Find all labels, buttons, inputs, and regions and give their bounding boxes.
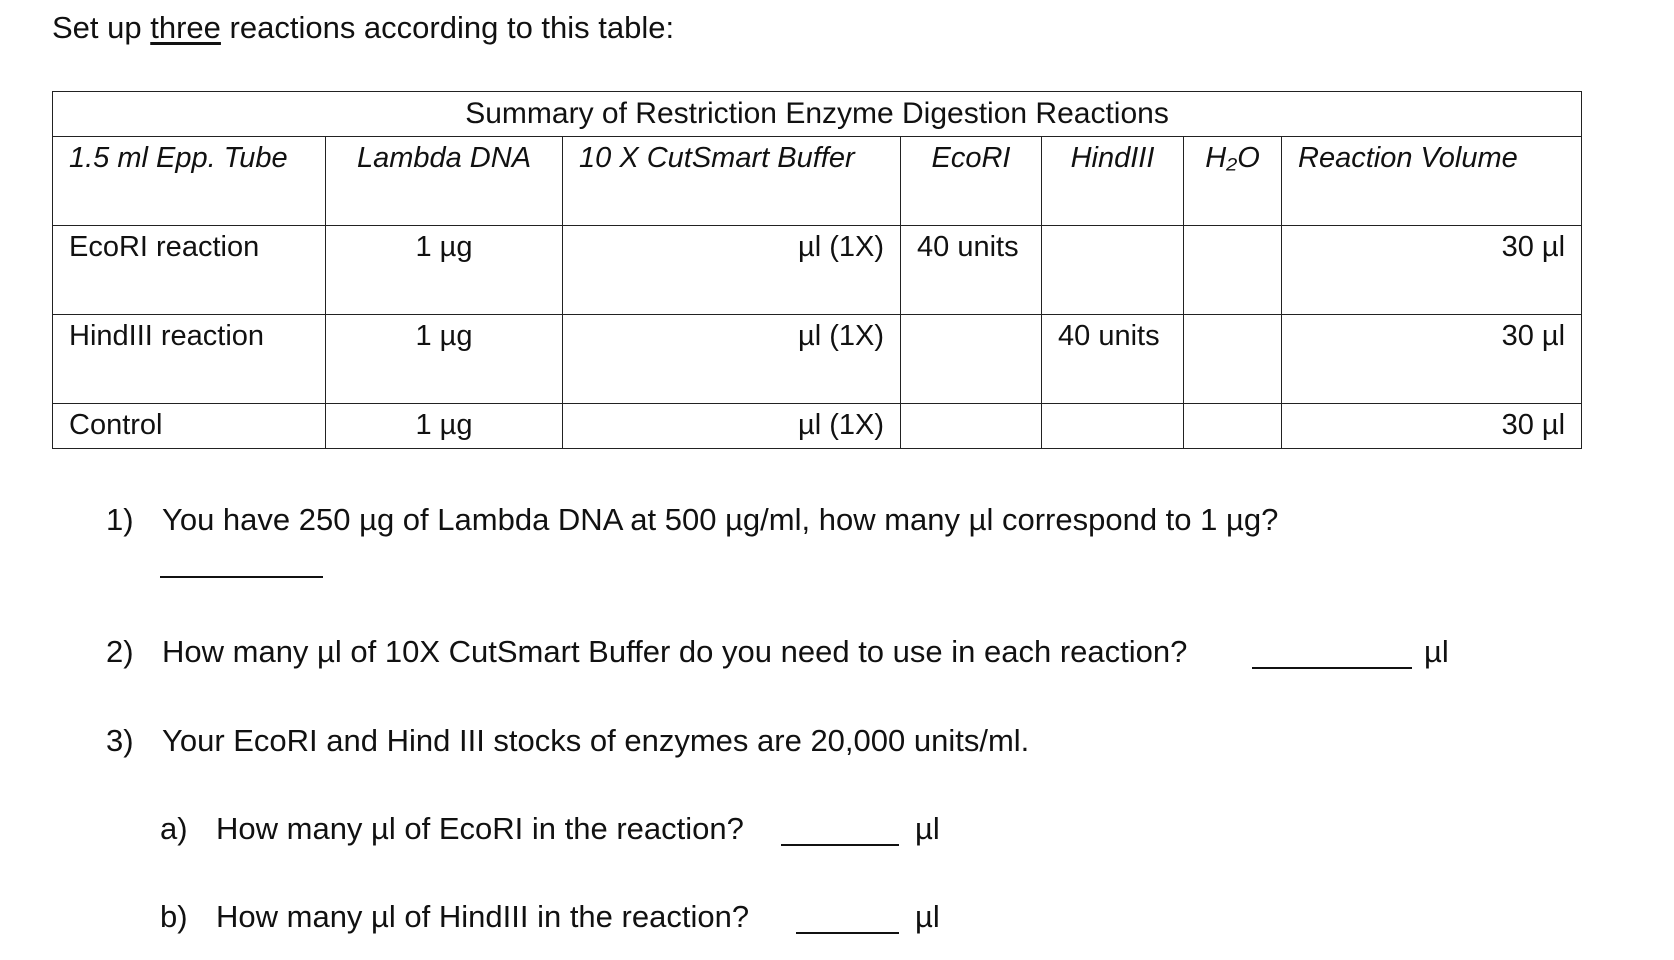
cell-hindiii [1042,404,1184,449]
question-3a-number: a) [160,811,188,846]
cell-ecori: 40 units [901,226,1042,315]
header-buffer: 10 X CutSmart Buffer [563,137,901,226]
intro-instruction [52,8,674,48]
question-1-text: You have 250 µg of Lambda DNA at 500 µg/ml, how many µl correspond to 1 µg? [162,502,1279,537]
header-lambda-dna: Lambda DNA [326,137,563,226]
cell-ecori [901,404,1042,449]
cell-water [1184,226,1282,315]
header-reaction-volume: Reaction Volume [1282,137,1582,226]
header-tube: 1.5 ml Epp. Tube [53,137,326,226]
question-2-unit: µl [1424,634,1449,669]
cell-dna: 1 µg [326,226,563,315]
question-3a-unit: µl [915,811,940,846]
question-1-number: 1) [106,502,134,537]
question-3b [160,897,749,937]
answer-blank-1[interactable] [160,576,323,578]
cell-tube: Control [53,404,326,449]
header-ecori: EcoRI [901,137,1042,226]
cell-dna: 1 µg [326,404,563,449]
question-3-number: 3) [106,723,134,758]
intro-text-before: Set up [52,10,151,45]
cell-buffer: µl (1X) [563,315,901,404]
question-2-number: 2) [106,634,134,669]
cell-ecori [901,315,1042,404]
table-header-row [53,137,1582,226]
table-row [53,315,1582,404]
question-3b-number: b) [160,899,188,934]
question-3-text: Your EcoRI and Hind III stocks of enzymes are 20,000 units/ml. [162,723,1030,758]
cell-volume: 30 µl [1282,315,1582,404]
cell-dna: 1 µg [326,315,563,404]
header-water: H₂O [1184,137,1282,226]
question-3b-text: How many µl of HindIII in the reaction? [216,899,750,934]
table-row [53,404,1582,449]
cell-buffer: µl (1X) [563,404,901,449]
cell-volume: 30 µl [1282,226,1582,315]
question-2 [106,632,1187,672]
answer-blank-3a[interactable] [781,844,899,846]
question-3b-unit: µl [915,899,940,934]
intro-text-after: reactions according to this table: [220,10,675,45]
question-1 [106,500,1278,540]
cell-water [1184,315,1282,404]
question-3a [160,809,744,849]
question-2-text: How many µl of 10X CutSmart Buffer do you need to use in each reaction? [162,634,1188,669]
cell-volume: 30 µl [1282,404,1582,449]
question-3a-text: How many µl of EcoRI in the reaction? [216,811,744,846]
table-title-row [53,92,1582,137]
question-3 [106,721,1029,761]
cell-hindiii: 40 units [1042,315,1184,404]
table-title: Summary of Restriction Enzyme Digestion Reactions [53,92,1582,137]
answer-blank-2[interactable] [1252,667,1412,669]
table-row [53,226,1582,315]
cell-tube: EcoRI reaction [53,226,326,315]
intro-emphasis: three [150,10,221,45]
cell-tube: HindIII reaction [53,315,326,404]
digestion-summary-table [52,91,1582,449]
answer-blank-3b[interactable] [796,932,899,934]
header-hindiii: HindIII [1042,137,1184,226]
cell-hindiii [1042,226,1184,315]
cell-buffer: µl (1X) [563,226,901,315]
cell-water [1184,404,1282,449]
